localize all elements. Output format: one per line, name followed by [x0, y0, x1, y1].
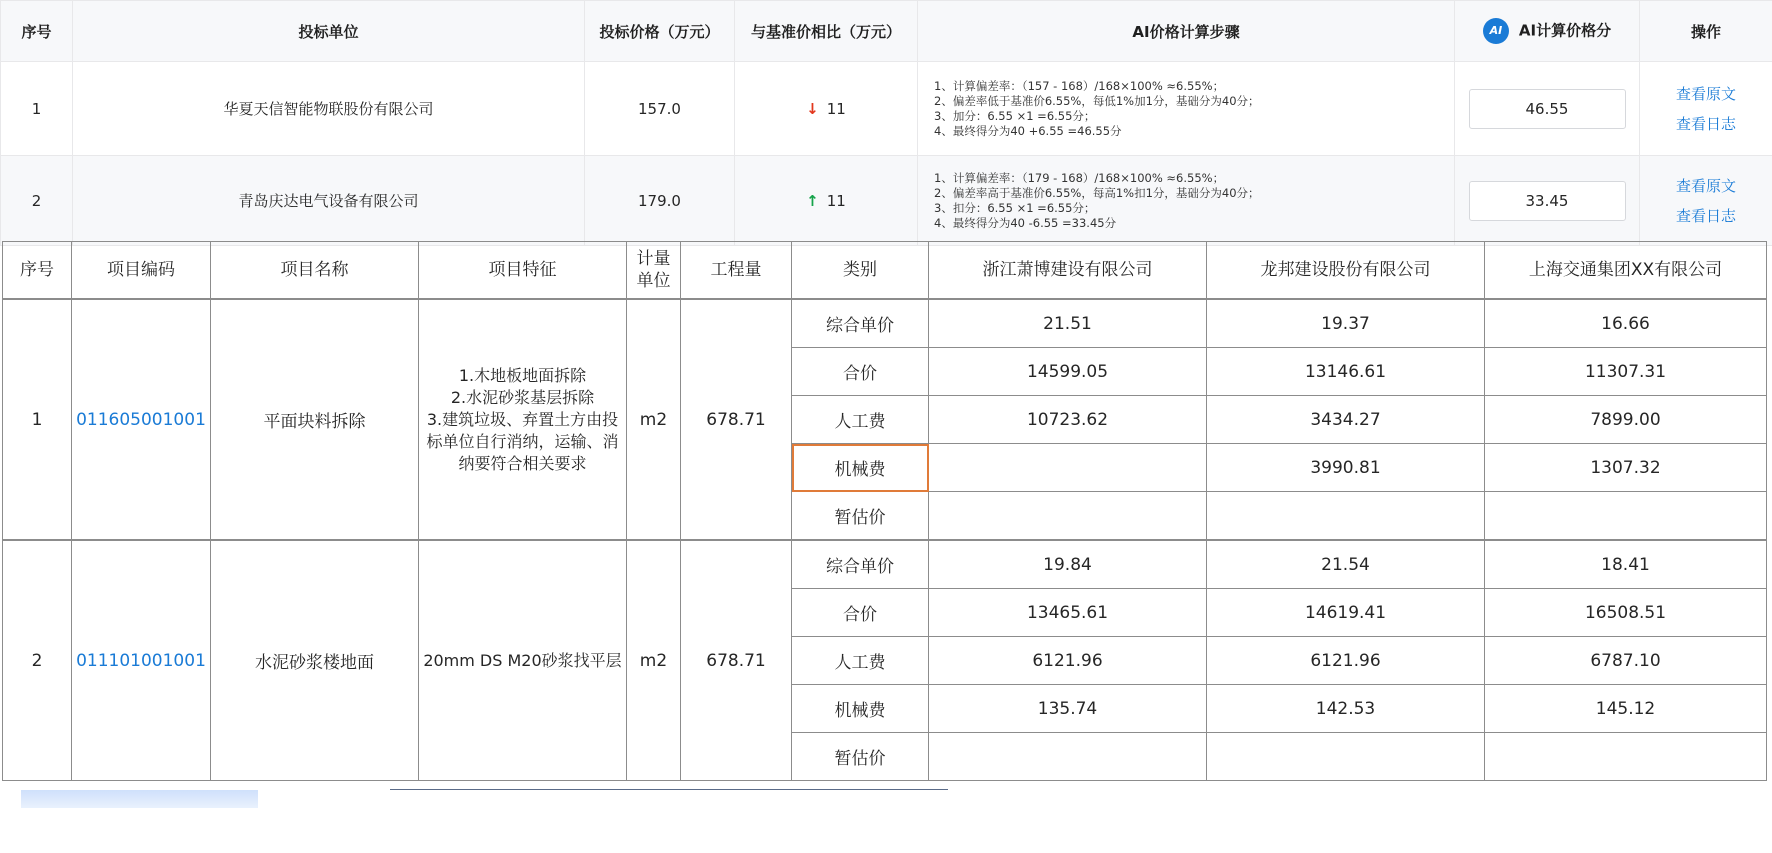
quote-comparison-table	[2, 241, 1767, 781]
value-cell[interactable]: 6121.96	[1207, 637, 1485, 685]
header-bidder: 投标单位	[73, 1, 585, 62]
value-cell[interactable]: 21.54	[1207, 540, 1485, 589]
category-cell: 综合单价	[792, 540, 929, 589]
category-cell: 机械费	[792, 685, 929, 733]
calc-step: 3、加分：6.55 ×1 =6.55分；	[934, 108, 1096, 123]
item-feature-text: 20mm DS M20砂浆找平层	[423, 650, 622, 670]
bid-score-header-row	[1, 1, 1772, 62]
header-code: 项目编码	[72, 242, 211, 300]
item-index: 2	[3, 540, 72, 781]
header-company-2: 龙邦建设股份有限公司	[1207, 242, 1485, 300]
view-original-link[interactable]: 查看原文	[1675, 176, 1736, 195]
item-index: 1	[3, 299, 72, 540]
header-company-1: 浙江萧博建设有限公司	[929, 242, 1207, 300]
header-index: 序号	[3, 242, 72, 300]
category-cell: 人工费	[792, 396, 929, 444]
item-code	[72, 299, 211, 540]
item-code-link[interactable]: 011605001001	[76, 409, 206, 430]
bid-price: 179.0	[585, 156, 735, 246]
score-cell	[1455, 62, 1640, 156]
item-name: 平面块料拆除	[211, 299, 419, 540]
bid-score-table	[0, 0, 1772, 246]
bidder-name: 华夏天信智能物联股份有限公司	[73, 62, 585, 156]
arrow-down-icon: ↓	[806, 99, 819, 118]
divider	[390, 789, 948, 790]
item-feature-text: 1.木地板地面拆除 2.水泥砂浆基层拆除 3.建筑垃圾、弃置土方由投标单位自行消纳，运输、消纳要符合相关要求	[426, 365, 619, 473]
header-company-3: 上海交通集团XX有限公司	[1485, 242, 1767, 300]
bidder-name: 青岛庆达电气设备有限公司	[73, 156, 585, 246]
value-cell[interactable]	[929, 492, 1207, 541]
category-cell: 综合单价	[792, 299, 929, 348]
compare-cell	[735, 62, 918, 156]
item-feature	[419, 299, 627, 540]
score-cell	[1455, 156, 1640, 246]
ops-cell	[1640, 156, 1772, 246]
ops-cell	[1640, 62, 1772, 156]
header-quantity: 工程量	[681, 242, 792, 300]
header-score-label: AI计算价格分	[1518, 21, 1612, 40]
score-input[interactable]: 46.55	[1469, 89, 1626, 129]
table-row	[3, 540, 1767, 589]
value-cell[interactable]: 145.12	[1485, 685, 1767, 733]
value-cell[interactable]: 14599.05	[929, 348, 1207, 396]
arrow-up-icon: ↑	[806, 191, 819, 210]
bid-price: 157.0	[585, 62, 735, 156]
item-code	[72, 540, 211, 781]
item-quantity: 678.71	[681, 540, 792, 781]
header-unit: 计量单位	[627, 242, 681, 300]
value-cell[interactable]	[1207, 492, 1485, 541]
calc-step: 4、最终得分为40 -6.55 =33.45分	[934, 215, 1117, 230]
table-row	[1, 156, 1772, 246]
value-cell[interactable]: 10723.62	[929, 396, 1207, 444]
calc-step: 1、计算偏差率：（157 - 168）/168×100% ≈6.55%；	[934, 78, 1225, 93]
calc-step: 1、计算偏差率：（179 - 168）/168×100% ≈6.55%；	[934, 170, 1225, 185]
compare-value: 11	[826, 99, 846, 118]
value-cell[interactable]: 13146.61	[1207, 348, 1485, 396]
quote-header-row	[3, 242, 1767, 300]
value-cell[interactable]: 6787.10	[1485, 637, 1767, 685]
header-steps: AI价格计算步骤	[918, 1, 1455, 62]
value-cell[interactable]	[1485, 733, 1767, 781]
item-unit: m2	[627, 299, 681, 540]
scroll-shadow	[21, 790, 258, 808]
value-cell[interactable]: 3434.27	[1207, 396, 1485, 444]
header-ops: 操作	[1640, 1, 1772, 62]
value-cell[interactable]: 18.41	[1485, 540, 1767, 589]
view-log-link[interactable]: 查看日志	[1675, 114, 1736, 133]
item-unit: m2	[627, 540, 681, 781]
value-cell[interactable]: 16.66	[1485, 299, 1767, 348]
ai-icon: AI	[1483, 18, 1509, 44]
value-cell[interactable]: 3990.81	[1207, 444, 1485, 492]
header-index: 序号	[1, 1, 73, 62]
compare-cell	[735, 156, 918, 246]
view-original-link[interactable]: 查看原文	[1675, 84, 1736, 103]
category-cell-selected[interactable]: 机械费	[792, 444, 929, 492]
category-cell: 暂估价	[792, 733, 929, 781]
item-name: 水泥砂浆楼地面	[211, 540, 419, 781]
view-log-link[interactable]: 查看日志	[1675, 206, 1736, 225]
calc-steps	[918, 62, 1455, 156]
item-feature	[419, 540, 627, 781]
value-cell[interactable]	[929, 733, 1207, 781]
value-cell[interactable]: 19.37	[1207, 299, 1485, 348]
category-cell: 暂估价	[792, 492, 929, 541]
value-cell[interactable]: 14619.41	[1207, 589, 1485, 637]
value-cell[interactable]: 135.74	[929, 685, 1207, 733]
value-cell[interactable]	[1207, 733, 1485, 781]
value-cell[interactable]: 21.51	[929, 299, 1207, 348]
header-feature: 项目特征	[419, 242, 627, 300]
header-name: 项目名称	[211, 242, 419, 300]
value-cell[interactable]: 19.84	[929, 540, 1207, 589]
row-index: 2	[1, 156, 73, 246]
item-quantity: 678.71	[681, 299, 792, 540]
calc-step: 2、偏差率高于基准价6.55%，每高1%扣1分，基础分为40分；	[934, 185, 1260, 200]
row-index: 1	[1, 62, 73, 156]
calc-steps	[918, 156, 1455, 246]
value-cell[interactable]	[1485, 492, 1767, 541]
value-cell[interactable]: 16508.51	[1485, 589, 1767, 637]
category-cell: 人工费	[792, 637, 929, 685]
value-cell[interactable]	[929, 444, 1207, 492]
value-cell[interactable]: 7899.00	[1485, 396, 1767, 444]
category-cell: 合价	[792, 589, 929, 637]
calc-step: 4、最终得分为40 +6.55 =46.55分	[934, 123, 1122, 138]
item-code-link[interactable]: 011101001001	[76, 650, 206, 671]
compare-value: 11	[826, 191, 846, 210]
score-input[interactable]: 33.45	[1469, 181, 1626, 221]
calc-step: 2、偏差率低于基准价6.55%，每低1%加1分，基础分为40分；	[934, 93, 1260, 108]
category-cell: 合价	[792, 348, 929, 396]
value-cell[interactable]: 11307.31	[1485, 348, 1767, 396]
header-category: 类别	[792, 242, 929, 300]
header-score	[1455, 1, 1640, 62]
table-row	[1, 62, 1772, 156]
header-price: 投标价格（万元）	[585, 1, 735, 62]
value-cell[interactable]: 6121.96	[929, 637, 1207, 685]
value-cell[interactable]: 142.53	[1207, 685, 1485, 733]
value-cell[interactable]: 1307.32	[1485, 444, 1767, 492]
table-row	[3, 299, 1767, 348]
header-compare: 与基准价相比（万元）	[735, 1, 918, 62]
value-cell[interactable]: 13465.61	[929, 589, 1207, 637]
calc-step: 3、扣分：6.55 ×1 =6.55分；	[934, 200, 1096, 215]
